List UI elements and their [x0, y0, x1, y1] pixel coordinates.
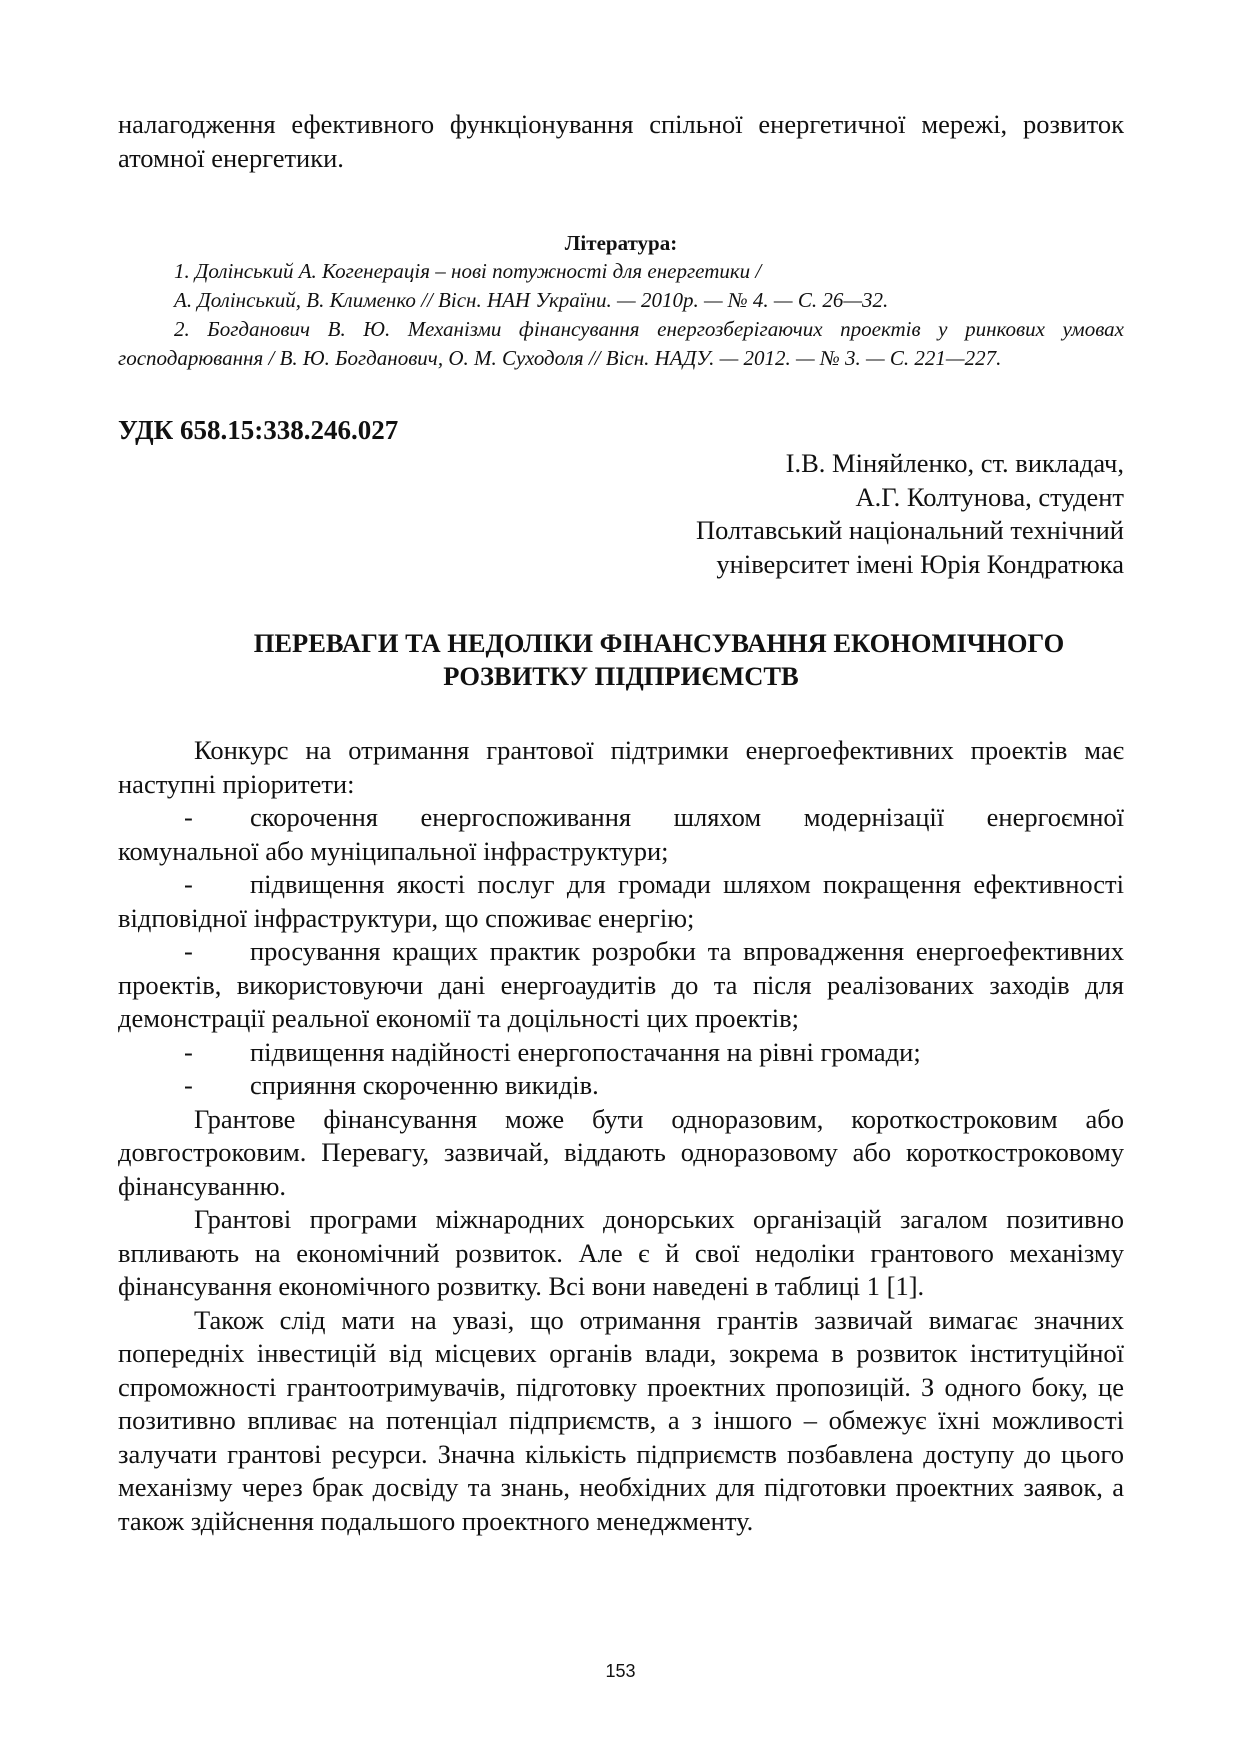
body-paragraph-2: Грантове фінансування може бути одноразовим, короткостроковим або довгостроковим. Перевагу, зазвичай, віддають одноразовому або короткостроковому фінансуванню.: [118, 1103, 1124, 1201]
list-item: [118, 801, 1124, 868]
author-2: А.Г. Колтунова, студент: [855, 481, 1124, 512]
list-item-text: підвищення якості послуг для громади шляхом покращення ефективності відповідної інфраструктури, що споживає енергію;: [118, 869, 1124, 933]
list-item: [118, 1069, 1124, 1103]
article-title-line-1: ПЕРЕВАГИ ТА НЕДОЛІКИ ФІНАНСУВАННЯ ЕКОНОМІЧНОГО: [253, 628, 1065, 658]
article-title: [118, 627, 1124, 693]
list-item: [118, 868, 1124, 935]
list-item: [118, 935, 1124, 1036]
authors-block: [118, 447, 1124, 581]
body-paragraph-1: Конкурс на отримання грантової підтримки енергоефективних проектів має наступні пріоритети:: [118, 735, 1124, 799]
reference-1-line-1: 1. Долінський А. Когенерація – нові потужності для енергетики /: [174, 259, 762, 283]
list-dash: -: [184, 1036, 193, 1067]
document-page: [118, 108, 1124, 1538]
list-item-text: підвищення надійності енергопостачання на рівні громади;: [250, 1036, 921, 1067]
udk-code: УДК 658.15:338.246.027: [118, 415, 399, 445]
list-item-text: скорочення енергоспоживання шляхом модернізації енергоємної комунальної або муніципальної інфраструктури;: [118, 802, 1124, 866]
intro-paragraph: налагодження ефективного функціонування спільної енергетичної мережі, розвиток атомної енергетики.: [118, 109, 1124, 173]
list-item-text: сприяння скороченню викидів.: [250, 1070, 599, 1100]
list-item-text: просування кращих практик розробки та впровадження енергоефективних проектів, використовуючи дані енергоаудитів до та після реалізованих заходів для демонстрації реальної економії та доцільності цих проектів;: [118, 936, 1124, 1033]
reference-1-line-2: А. Долінський, В. Клименко // Вісн. НАН України. — 2010р. — № 4. — С. 26—32.: [174, 288, 889, 312]
article-title-line-2: РОЗВИТКУ ПІДПРИЄМСТВ: [443, 661, 799, 691]
affiliation-line-1: Полтавський національний технічний: [695, 515, 1124, 545]
page-number: 153: [605, 1661, 636, 1681]
body-paragraph-4: Також слід мати на увазі, що отримання грантів зазвичай вимагає значних попередніх інвестицій від місцевих органів влади, зокрема в розвиток інституційної спроможності грантоотримувачів, підготовку проектних пропозицій. З одного боку, це позитивно впливає на потенціал підприємств, а з іншого – обмежує їхні можливості залучати грантові ресурси. Значна кількість підприємств позбавлена доступу до цього механізму через брак досвіду та знань, необхідних для підготовки проектних заявок, а також здійснення подальшого проектного менеджменту.: [118, 1304, 1124, 1536]
literature-title: Література:: [564, 231, 678, 255]
list-dash: -: [184, 869, 193, 899]
list-item: [118, 1036, 1124, 1070]
list-dash: -: [184, 936, 193, 966]
affiliation-line-2: університет імені Юрія Кондратюка: [716, 548, 1124, 579]
reference-2: 2. Богданович В. Ю. Механізми фінансування енергозберігаючих проектів у ринкових умовах господарювання / В. Ю. Богданович, О. М. Суходоля // Вісн. НАДУ. — 2012. — № 3. — С. 221—227.: [118, 317, 1124, 370]
body-paragraph-3: Грантові програми міжнародних донорських організацій загалом позитивно впливають на економічний розвиток. Але є й свої недоліки грантового механізму фінансування економічного розвитку. Всі вони наведені в таблиці 1 [1].: [118, 1204, 1124, 1301]
priority-list: [118, 801, 1124, 1103]
list-dash: -: [184, 1070, 193, 1100]
list-dash: -: [184, 802, 193, 832]
author-1: І.В. Міняйленко, ст. викладач,: [785, 448, 1124, 478]
